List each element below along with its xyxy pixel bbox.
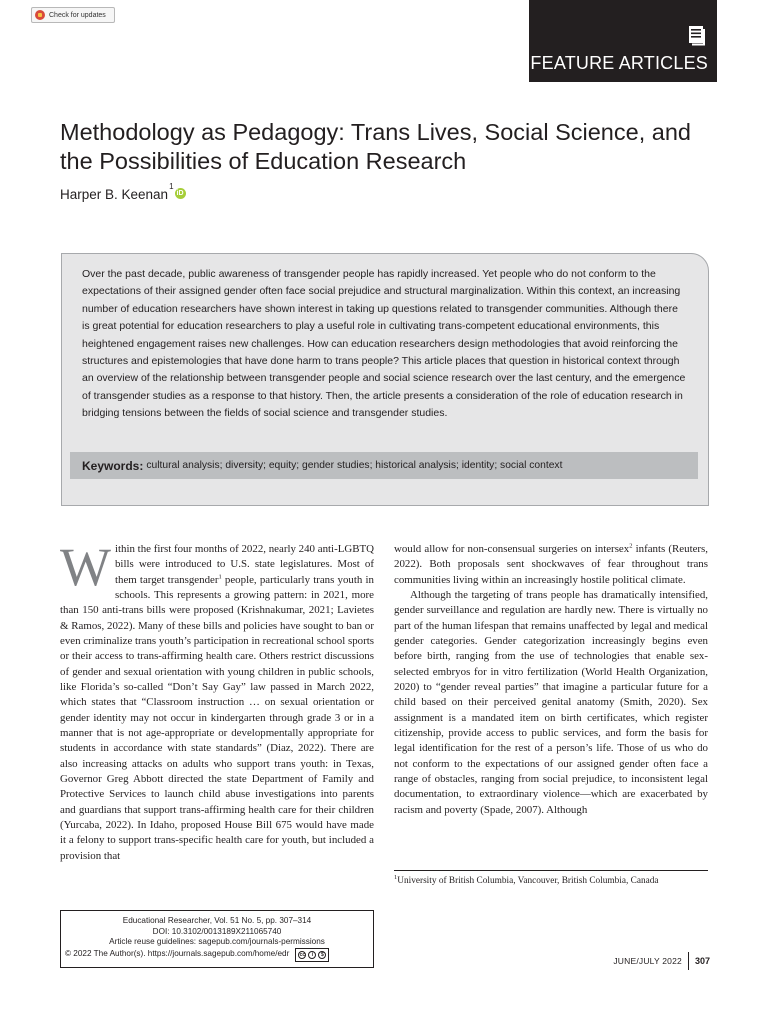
cc-by-nc-license-icon[interactable] <box>295 948 329 962</box>
footnote-marker: 1 <box>394 873 398 881</box>
cc-icon: cc <box>299 951 306 958</box>
drop-cap: W <box>60 537 111 597</box>
orcid-icon[interactable]: iD <box>176 190 184 197</box>
page-footer <box>613 952 710 970</box>
journal-citation: Educational Researcher, Vol. 51 No. 5, pp. 307–314 <box>122 916 312 925</box>
footnote-ref: 1 <box>218 573 222 581</box>
footnote <box>394 873 708 886</box>
abstract-text: Over the past decade, public awareness of transgender people has rapidly increased. Yet people who do not conform to the expectations of their assigned gender often face social prejudice and structural marginalization. Within this context, an increasing number of education researchers have shown interest in taking up questions related to transgender communities. Although there is great potential for education researchers to play a useful role in cultivating trans-competent educational environments, this heightened engagement raises new challenges. How can education researchers design methodologies that avoid reinforcing the structures and epistemologies that have done harm to trans people? This article places that question in historical context through an overview of the relationship between transgender people and social science research over the last century, and the emergence of transgender studies as a response to that history. Then, the article presents a consideration of the role of education research in bridging tensions between the fields of social science and transgender studies. <box>82 268 686 420</box>
section-label: FEATURE ARTICLES <box>530 53 708 73</box>
abstract-box <box>61 253 709 506</box>
keywords-bar <box>70 452 698 479</box>
body-text: people, particularly trans youth in schools. This represents a growing pattern: in 2021, more than 150 anti-trans bills were proposed (Krishnakumar, 2021; Lavietes & Ramos, 2022). Many of these bills and policies have sought to ban or even criminalize trans youth’s participation in recreational school sports or their access to trans-affirming health care. Others restrict discussions of gender and sexual orientation with young children in public schools, like Florida’s so-called “Don’t Say Gay” law passed in March 2022, which states that “Classroom instruction … on sexual orientation or gender identity may not occur in kindergarten through grade 3 or in a manner that is not age-appropriate or developmentally appropriate for students in accordance with state standards” (Diaz, 2022). There are also increasing attacks on adults who support trans youth: in Texas, Governor Greg Abbott directed the state Department of Family and Protective Services to launch child abuse investigations into parents and guardians that support trans-affirming health care for their children (Yurcaba, 2022). In Idaho, proposed House Bill 675 would have made it a felony to support trans-specific health care for youth, but included a provision that <box>60 573 374 862</box>
author-line: Harper B. Keenan 1 iD <box>60 182 184 202</box>
footer-divider <box>688 952 689 970</box>
keywords-list: cultural analysis; diversity; equity; gender studies; historical analysis; identity; social context <box>146 460 563 471</box>
body-text: ithin the first four months of 2022, nearly 240 anti-LGBTQ bills were introduced to U.S. state legislatures. Most of them target transgender <box>114 543 374 586</box>
crossmark-icon <box>35 10 45 20</box>
footnote-divider <box>394 870 708 871</box>
body-column-left <box>60 537 374 864</box>
body-paragraph <box>394 542 708 588</box>
copyright-line <box>61 948 373 962</box>
check-for-updates-button[interactable] <box>31 7 115 23</box>
by-icon: i <box>308 951 316 959</box>
body-text: infants (Reuters, 2022). Both proposals sent shockwaves of fear throughout trans communities living within an increasingly hostile political climate. <box>394 543 709 586</box>
page-number: 307 <box>694 956 710 966</box>
body-text: would allow for non-consensual surgeries on intersex <box>394 543 630 555</box>
section-banner <box>529 0 717 82</box>
doi[interactable]: DOI: 10.3102/0013189X211065740 <box>152 926 282 936</box>
check-for-updates-label: Check for updates <box>49 11 106 19</box>
citation-box <box>60 910 374 968</box>
author-name: Harper B. Keenan <box>60 187 169 202</box>
nc-icon: $ <box>318 951 326 959</box>
body-paragraph: Although the targeting of trans people has dramatically intensified, gender surveillance and regulation are hardly new. There is virtually no part of the human lifespan that remains unaffected by legal and medical gender categories. Gender categorization increasingly begins even before birth, ranging from the use of technologies that enable sex-selected embryos for in vitro fertilization (World Health Organization, 2020) to “gender reveal parties” that imagine a particular future for a child based on their perceived genital anatomy (Smith, 2020). Sex assignment is a mandated item on birth certificates, which register citizenship, provide access to public services, and form the basis for legal identification for the rest of a person’s life. Those of us who do not conform to the expectations of our assigned gender often face a range of obstacles, ranging from social prejudice, to inconsistent legal documentation, to extraordinary violence—which are exacerbated by racism and poverty (Spade, 2007). Although <box>394 588 708 816</box>
body-column-right <box>394 542 708 818</box>
article-title: Methodology as Pedagogy: Trans Lives, Social Science, and the Possibilities of Education Research <box>60 119 691 174</box>
footnote-text: University of British Columbia, Vancouver, British Columbia, Canada <box>397 876 659 886</box>
reuse-guidelines[interactable]: Article reuse guidelines: sagepub.com/journals-permissions <box>109 937 325 946</box>
footnote-ref: 2 <box>629 542 633 550</box>
keywords-label: Keywords: <box>82 458 144 473</box>
copyright-text[interactable]: © 2022 The Author(s). https://journals.sagepub.com/home/edr <box>65 949 290 959</box>
issue-date: JUNE/JULY 2022 <box>613 956 682 966</box>
body-paragraph <box>60 537 374 864</box>
document-icon <box>689 26 707 46</box>
